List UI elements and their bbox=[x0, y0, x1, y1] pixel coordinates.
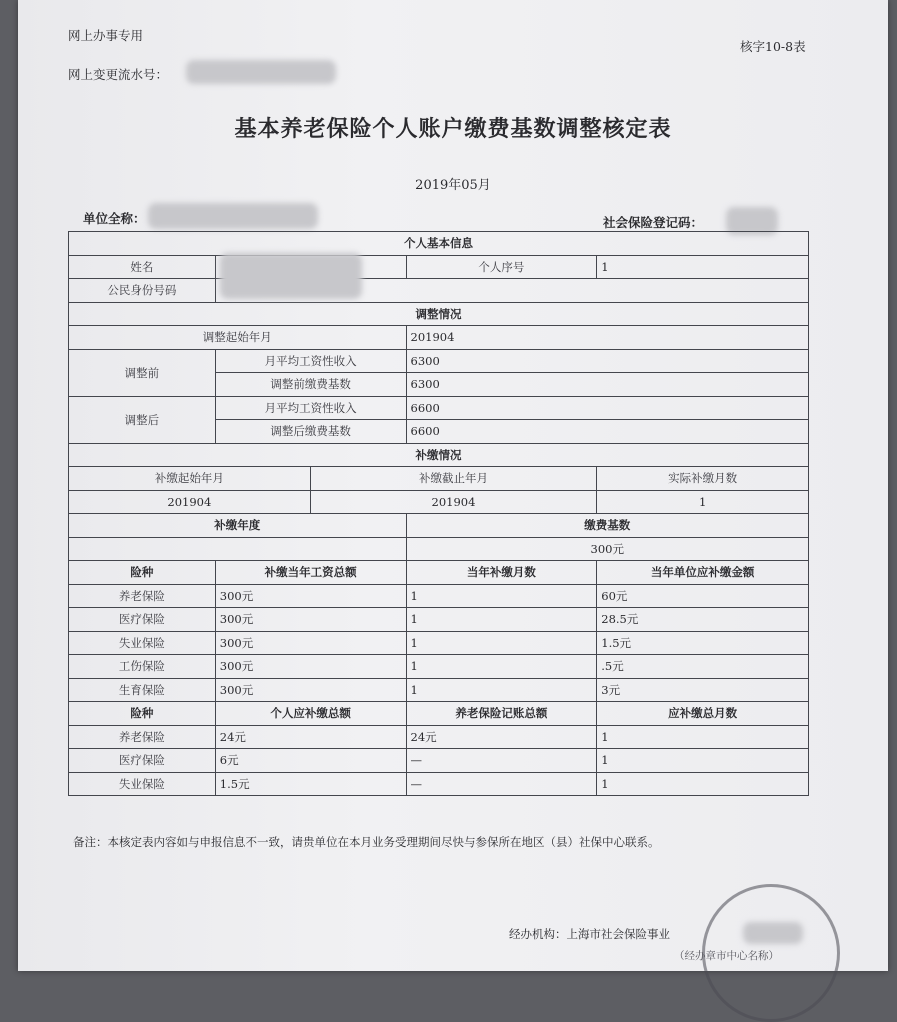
supp-end-value: 201904 bbox=[310, 490, 597, 514]
online-only-mark: 网上办事专用 bbox=[68, 28, 144, 43]
account-total: — bbox=[406, 772, 597, 796]
wage-total: 300元 bbox=[215, 655, 406, 679]
before-base-label: 调整前缴费基数 bbox=[215, 373, 406, 397]
personal-total: 24元 bbox=[215, 725, 406, 749]
page-title: 基本养老保险个人账户缴费基数调整核定表 bbox=[234, 116, 672, 142]
assessment-table bbox=[68, 231, 809, 796]
months: 1 bbox=[406, 678, 597, 702]
unit-amount: 3元 bbox=[597, 678, 809, 702]
t2-header-type: 险种 bbox=[69, 702, 216, 726]
table-row bbox=[69, 631, 809, 655]
insurance-type: 养老保险 bbox=[69, 725, 216, 749]
months: 1 bbox=[406, 655, 597, 679]
account-total: — bbox=[406, 749, 597, 773]
unit-amount: 28.5元 bbox=[597, 608, 809, 632]
total-months: 1 bbox=[597, 772, 809, 796]
supp-start-value: 201904 bbox=[69, 490, 311, 514]
after-base-label: 调整后缴费基数 bbox=[215, 420, 406, 444]
name-label: 姓名 bbox=[69, 255, 216, 279]
handling-agency: 经办机构：上海市社会保险事业 bbox=[509, 927, 670, 941]
table-row bbox=[69, 678, 809, 702]
id-number-label: 公民身份号码 bbox=[69, 279, 216, 303]
supp-year-label: 补缴年度 bbox=[69, 514, 407, 538]
supp-base-label: 缴费基数 bbox=[406, 514, 808, 538]
supp-months-label: 实际补缴月数 bbox=[597, 467, 809, 491]
seq-value: 1 bbox=[597, 255, 809, 279]
personal-total: 1.5元 bbox=[215, 772, 406, 796]
supp-start-label: 补缴起始年月 bbox=[69, 467, 311, 491]
before-income-value: 6300 bbox=[406, 349, 808, 373]
seal-caption: （经办章市中心名称） bbox=[674, 950, 779, 962]
account-total: 24元 bbox=[406, 725, 597, 749]
supp-base-value: 300元 bbox=[406, 537, 808, 561]
before-income-label: 月平均工资性收入 bbox=[215, 349, 406, 373]
t2-header-personal: 个人应补缴总额 bbox=[215, 702, 406, 726]
adjust-start-label: 调整起始年月 bbox=[69, 326, 407, 350]
insurance-type: 生育保险 bbox=[69, 678, 216, 702]
adjust-start-value: 201904 bbox=[406, 326, 808, 350]
insurance-type: 失业保险 bbox=[69, 631, 216, 655]
supp-months-value: 1 bbox=[597, 490, 809, 514]
insurance-type: 医疗保险 bbox=[69, 608, 216, 632]
after-income-value: 6600 bbox=[406, 396, 808, 420]
insurance-type: 医疗保险 bbox=[69, 749, 216, 773]
wage-total: 300元 bbox=[215, 608, 406, 632]
adjustment-section: 调整情况 bbox=[69, 302, 809, 326]
form-sheet bbox=[18, 0, 888, 971]
before-base-value: 6300 bbox=[406, 373, 808, 397]
months: 1 bbox=[406, 631, 597, 655]
form-code: 核字10-8表 bbox=[740, 39, 806, 54]
t1-header-type: 险种 bbox=[69, 561, 216, 585]
change-number-label: 网上变更流水号： bbox=[68, 67, 169, 82]
t2-header-account: 养老保险记账总额 bbox=[406, 702, 597, 726]
table-row bbox=[69, 584, 809, 608]
t2-header-months: 应补缴总月数 bbox=[597, 702, 809, 726]
wage-total: 300元 bbox=[215, 678, 406, 702]
unit-amount: .5元 bbox=[597, 655, 809, 679]
after-base-value: 6600 bbox=[406, 420, 808, 444]
unit-amount: 1.5元 bbox=[597, 631, 809, 655]
form-date: 2019年05月 bbox=[415, 178, 491, 193]
table-row bbox=[69, 772, 809, 796]
redacted-unit-name bbox=[148, 203, 318, 229]
name-value bbox=[215, 255, 406, 279]
wage-total: 300元 bbox=[215, 631, 406, 655]
t1-header-months: 当年补缴月数 bbox=[406, 561, 597, 585]
remark-note: 备注：本核定表内容如与申报信息不一致，请贵单位在本月业务受理期间尽快与参保所在地区（县）社保中心联系。 bbox=[73, 835, 660, 849]
personal-total: 6元 bbox=[215, 749, 406, 773]
table-row bbox=[69, 655, 809, 679]
before-adjust-label: 调整前 bbox=[69, 349, 216, 396]
total-months: 1 bbox=[597, 725, 809, 749]
insurance-type: 工伤保险 bbox=[69, 655, 216, 679]
supp-end-label: 补缴截止年月 bbox=[310, 467, 597, 491]
insurance-type: 失业保险 bbox=[69, 772, 216, 796]
t1-header-amount: 当年单位应补缴金额 bbox=[597, 561, 809, 585]
supp-year-value bbox=[69, 537, 407, 561]
basic-info-section: 个人基本信息 bbox=[69, 232, 809, 256]
supplement-section: 补缴情况 bbox=[69, 443, 809, 467]
registration-code-label: 社会保险登记码： bbox=[603, 215, 704, 230]
months: 1 bbox=[406, 584, 597, 608]
t1-header-wage: 补缴当年工资总额 bbox=[215, 561, 406, 585]
months: 1 bbox=[406, 608, 597, 632]
table-row bbox=[69, 749, 809, 773]
seq-label: 个人序号 bbox=[406, 255, 597, 279]
total-months: 1 bbox=[597, 749, 809, 773]
wage-total: 300元 bbox=[215, 584, 406, 608]
after-income-label: 月平均工资性收入 bbox=[215, 396, 406, 420]
unit-name-label: 单位全称： bbox=[83, 211, 146, 226]
table-row bbox=[69, 608, 809, 632]
redacted-name bbox=[220, 253, 362, 299]
table-row bbox=[69, 725, 809, 749]
redacted-change-number bbox=[186, 60, 336, 84]
unit-amount: 60元 bbox=[597, 584, 809, 608]
insurance-type: 养老保险 bbox=[69, 584, 216, 608]
after-adjust-label: 调整后 bbox=[69, 396, 216, 443]
